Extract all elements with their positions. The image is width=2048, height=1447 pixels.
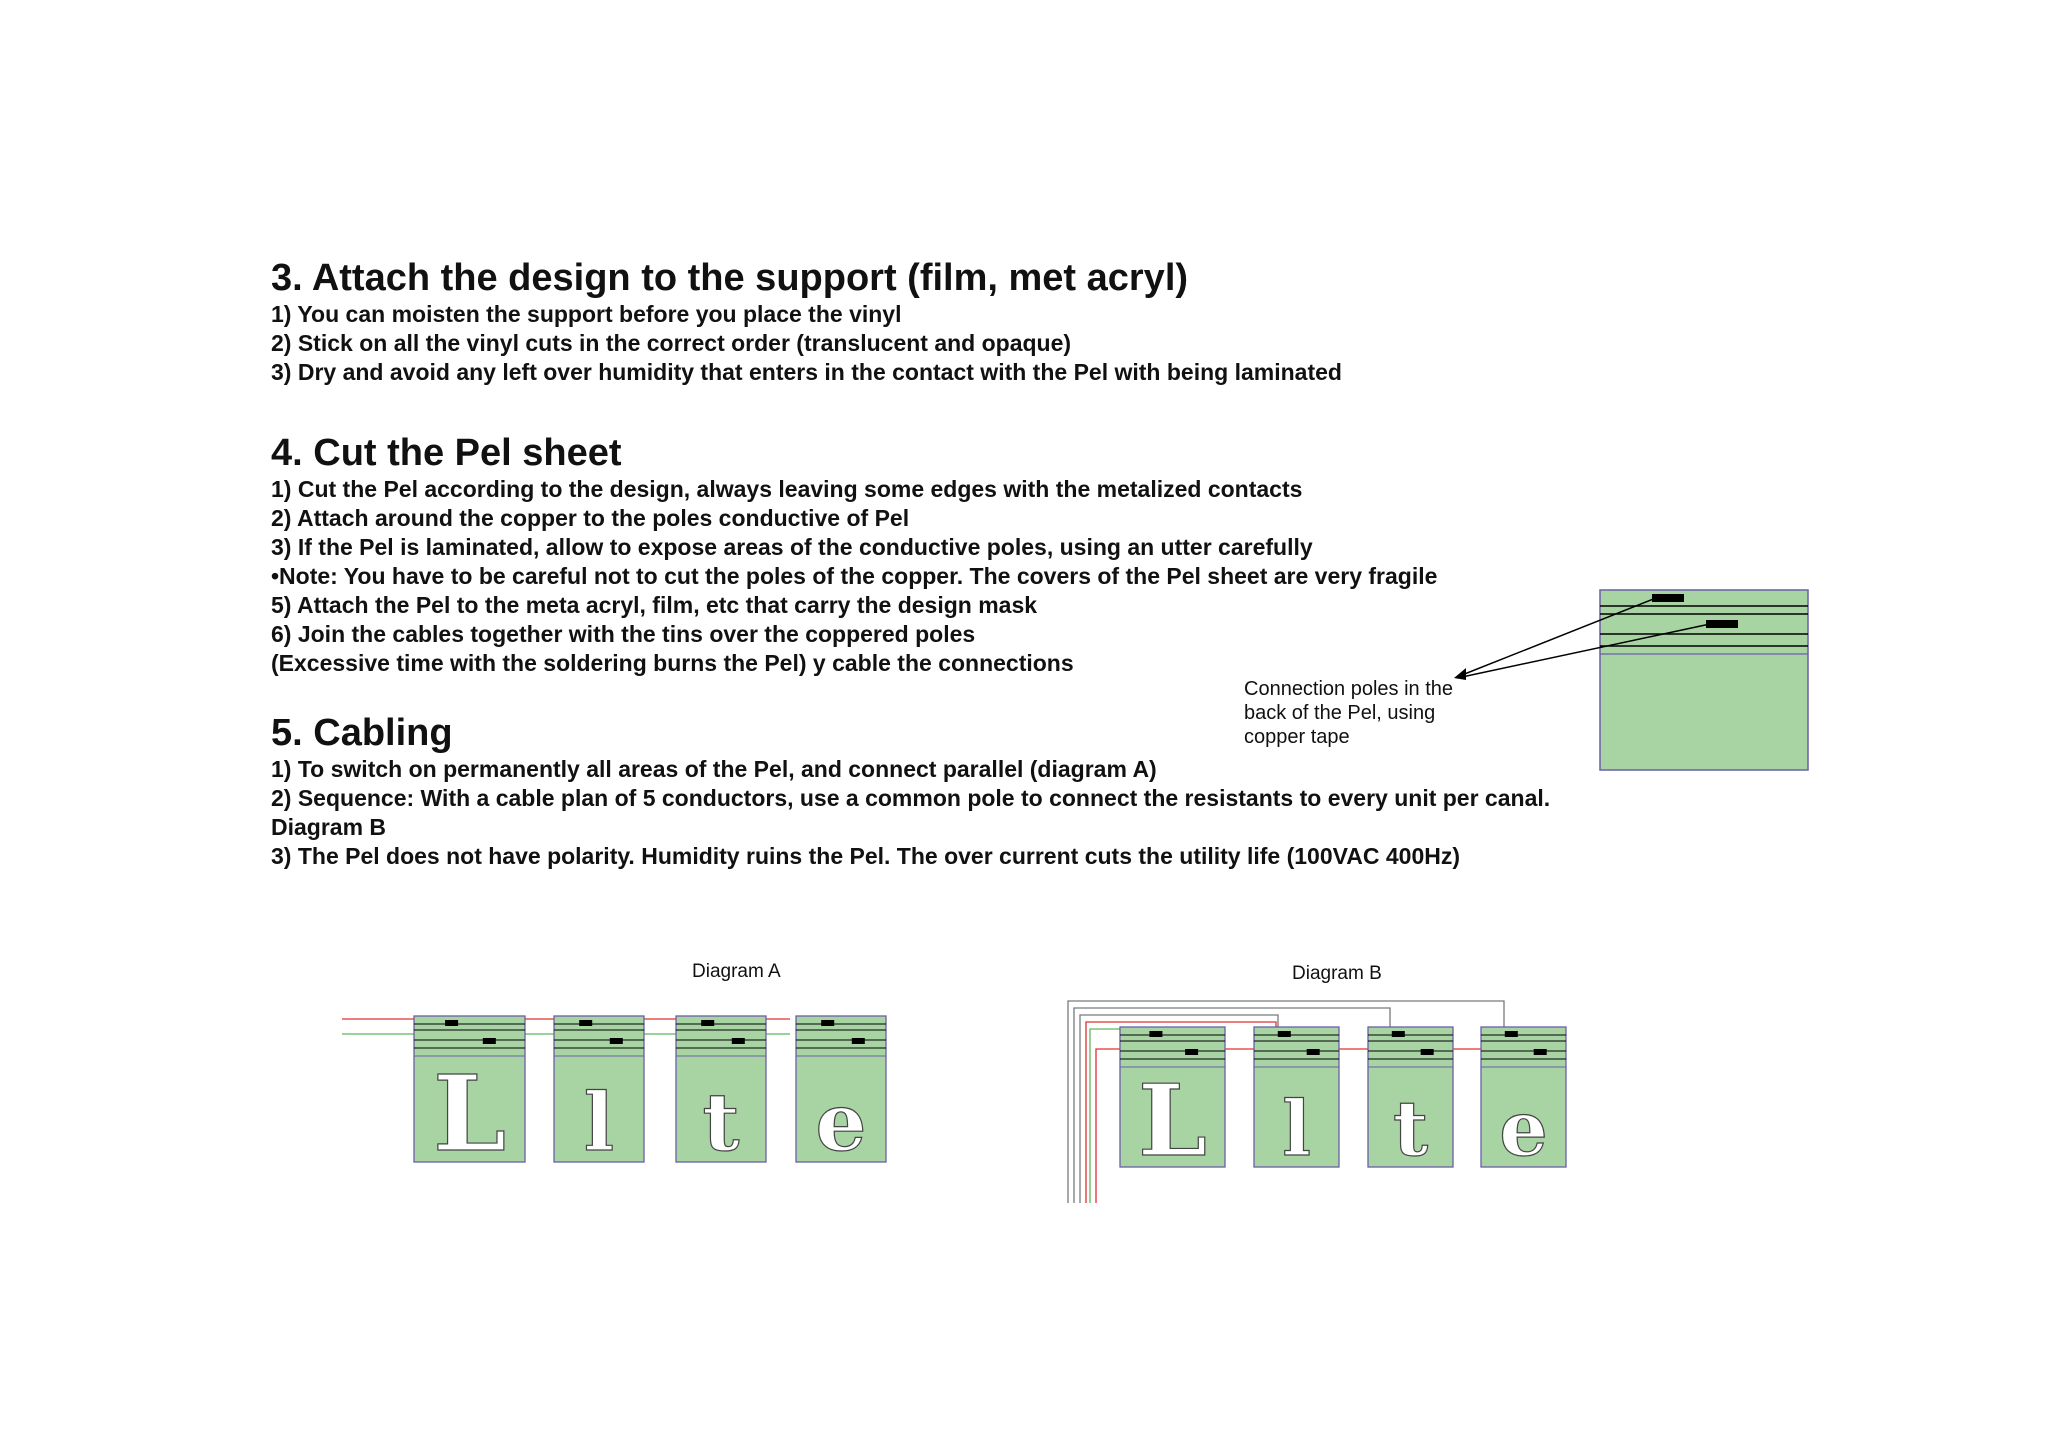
copper-tape-contact [1149,1031,1162,1037]
diagram-a [340,1010,900,1180]
copper-tape-contact [1534,1049,1547,1055]
instruction-line: 2) Sequence: With a cable plan of 5 conductors, use a common pole to connect the resistants to every unit per canal. Diagram B [271,785,1551,840]
instruction-line: 1) To switch on permanently all areas of the Pel, and connect parallel (diagram A) [271,756,1157,782]
copper-tape-contact [1706,620,1738,628]
copper-tape-contact [701,1020,714,1026]
section-heading: 5. Cabling [271,712,453,754]
instruction-line: 3) The Pel does not have polarity. Humidity ruins the Pel. The over current cuts the utility life (100VAC 400Hz) [271,843,1461,869]
copper-tape-contact [1505,1031,1518,1037]
instruction-line: 2) Stick on all the vinyl cuts in the correct order (translucent and opaque) [271,330,1072,356]
copper-tape-contact [1421,1049,1434,1055]
letter-panel [676,1016,766,1169]
instruction-line: 2) Attach around the copper to the poles conductive of Pel [271,505,910,531]
letter-panel [1120,1027,1225,1179]
pel-back-illustration [1440,580,1820,780]
instruction-line: 1) Cut the Pel according to the design, always leaving some edges with the metalized contacts [271,476,1303,502]
panel-letter: L [1138,1064,1207,1179]
letter-panel [1368,1027,1453,1173]
note-line: •Note: You have to be careful not to cut the poles of the copper. The covers of the Pel sheet are very fragile [271,563,1438,589]
copper-tape-contact [1278,1031,1291,1037]
panel-letter: e [815,1075,867,1169]
letter-panel [414,1016,525,1175]
section-heading: 4. Cut the Pel sheet [271,432,622,474]
diagram-b [1060,995,1580,1210]
copper-tape-contact [1185,1049,1198,1055]
copper-tape-contact [1652,594,1684,602]
copper-tape-contact [1392,1031,1405,1037]
callout-line: Connection poles in the [1244,678,1454,700]
callout-line: back of the Pel, using [1244,702,1436,724]
diagram-a-title: Diagram A [692,961,781,982]
copper-tape-contact [579,1020,592,1026]
copper-tape-contact [1307,1049,1320,1055]
copper-tape-contact [732,1038,745,1044]
copper-tape-contact [821,1020,834,1026]
letter-panel [1481,1027,1566,1173]
callout-line: copper tape [1244,726,1350,748]
panel-letter: L [432,1052,507,1175]
instruction-line: 3) If the Pel is laminated, allow to expose areas of the conductive poles, using an utter carefully [271,534,1313,560]
section-cut-pel-sheet [271,431,1437,678]
copper-tape-contact [445,1020,458,1026]
copper-tape-contact [483,1038,496,1044]
arrowhead [1454,668,1466,680]
panel-letter: e [1499,1084,1548,1173]
diagram-b-title: Diagram B [1292,963,1382,984]
instruction-line: 6) Join the cables together with the tins over the coppered poles [271,621,976,647]
copper-tape-contact [852,1038,865,1044]
letter-panel [796,1016,886,1169]
instruction-line: 5) Attach the Pel to the meta acryl, film, etc that carry the design mask [271,592,1038,618]
pel-panel [1600,590,1808,770]
instruction-line: (Excessive time with the soldering burns the Pel) y cable the connections [271,650,1074,676]
letter-panel [1254,1027,1339,1173]
copper-tape-contact [610,1038,623,1044]
letter-panel [554,1016,644,1169]
instruction-line: 1) You can moisten the support before you place the vinyl [271,301,902,327]
panel-letter: l [1282,1084,1311,1173]
panel-letter: l [583,1075,615,1169]
section-heading: 3. Attach the design to the support (film, met acryl) [271,257,1189,299]
panel-letter: t [1392,1084,1429,1173]
section-attach-design [271,256,1342,387]
instruction-line: 3) Dry and avoid any left over humidity that enters in the contact with the Pel with being laminated [271,359,1342,385]
panel-letter: t [702,1075,740,1169]
